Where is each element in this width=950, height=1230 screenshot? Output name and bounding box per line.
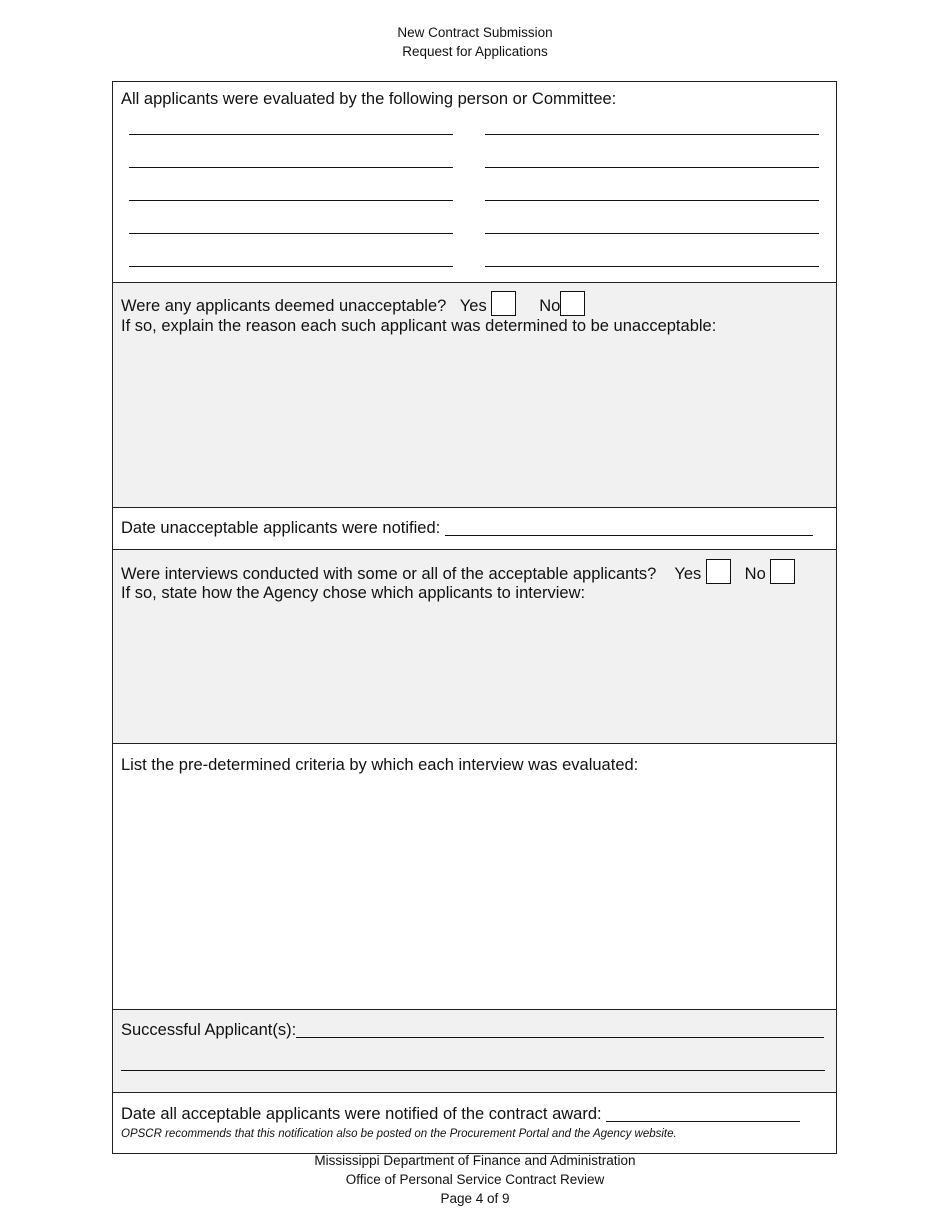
unacceptable-yes-label: Yes [459,297,487,315]
award-notice-note: OPSCR recommends that this notification also be posted on the Procurement Portal and the Agency website. [121,1128,677,1140]
unacceptable-followup: If so, explain the reason each such applicant was determined to be unacceptable: [121,317,717,335]
evaluator-line[interactable] [129,221,453,234]
application-form [112,81,837,1154]
footer-department: Mississippi Department of Finance and Administration [314,1153,636,1168]
successful-field-line2[interactable] [121,1070,825,1071]
interviews-section [113,550,836,744]
interviews-no-checkbox[interactable] [770,559,795,584]
successful-field[interactable] [296,1021,824,1038]
interviews-followup: If so, state how the Agency chose which applicants to interview: [121,584,586,602]
evaluator-line[interactable] [485,122,819,135]
award-notice-row [121,1103,800,1126]
footer-office: Office of Personal Service Contract Review [345,1172,605,1187]
footer-page-number: Page 4 of 9 [440,1191,510,1206]
award-notice-label: Date all acceptable applicants were notified of the contract award: [121,1105,602,1123]
evaluator-line[interactable] [129,188,453,201]
unacceptable-no-label: No [539,297,561,315]
unacceptable-section [113,283,836,508]
evaluator-line[interactable] [485,221,819,234]
evaluator-line[interactable] [485,188,819,201]
notified-date-section [113,508,836,550]
award-notice-section [113,1093,836,1153]
successful-label: Successful Applicant(s): [121,1021,297,1039]
criteria-label: List the pre-determined criteria by which each interview was evaluated: [121,756,639,774]
page-header [0,23,950,61]
successful-section [113,1010,836,1093]
notified-date-row [121,517,813,540]
unacceptable-yes-checkbox[interactable] [491,291,516,316]
unacceptable-question: Were any applicants deemed unacceptable? [121,297,447,315]
interviews-no-label: No [744,565,766,583]
unacceptable-no-checkbox[interactable] [560,291,585,316]
evaluator-line[interactable] [129,122,453,135]
evaluator-line[interactable] [129,155,453,168]
successful-row [121,1019,824,1042]
interviews-yes-label: Yes [674,565,702,583]
notified-date-label: Date unacceptable applicants were notified: [121,519,441,537]
unacceptable-question-row [121,291,585,318]
page-footer [0,1151,950,1208]
evaluators-section [113,82,836,283]
evaluator-line[interactable] [129,254,453,267]
header-title: New Contract Submission [397,25,553,40]
award-notice-date-field[interactable] [606,1105,800,1122]
evaluator-lines [129,122,819,287]
evaluator-line[interactable] [485,254,819,267]
header-subtitle: Request for Applications [402,44,548,59]
notified-date-field[interactable] [445,519,813,536]
interviews-question: Were interviews conducted with some or all of the acceptable applicants? [121,565,657,583]
evaluators-prompt: All applicants were evaluated by the following person or Committee: [121,90,617,108]
criteria-section [113,744,836,1010]
evaluator-line[interactable] [485,155,819,168]
interviews-yes-checkbox[interactable] [706,559,731,584]
